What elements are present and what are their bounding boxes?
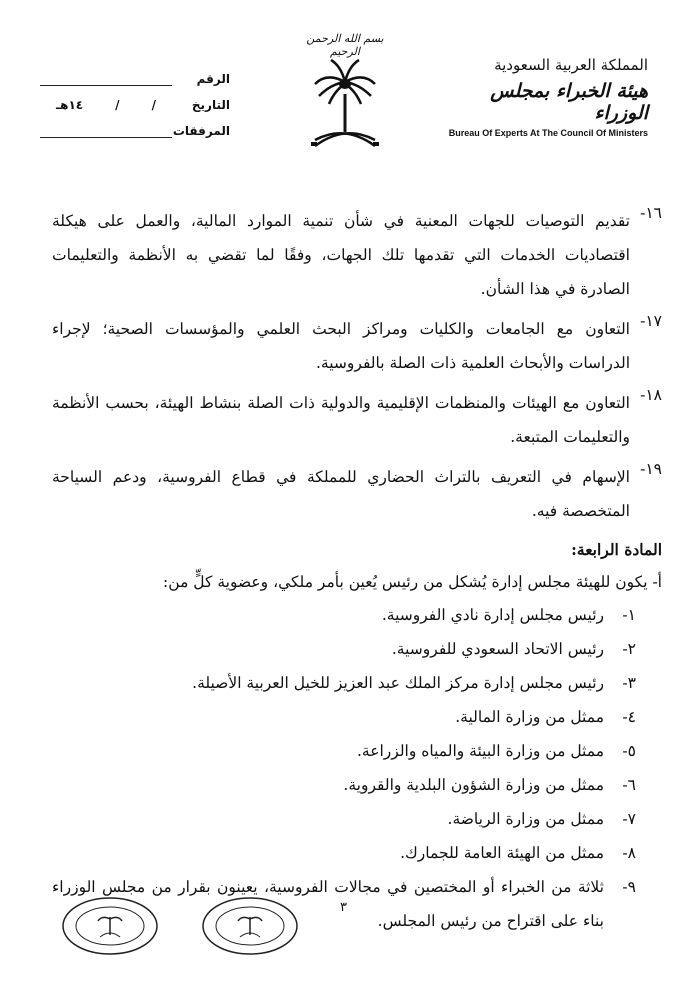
document-body	[52, 204, 662, 938]
item-text: التعاون مع الهيئات والمنظمات الإقليمية والدولية ذات الصلة بنشاط الهيئة، بحسب الأنظمة والتعليمات المتبعة.	[52, 394, 630, 446]
member-text: ممثل من وزارة المالية.	[455, 708, 604, 726]
member-number: ٨-	[622, 844, 636, 862]
member-number: ٧-	[622, 810, 636, 828]
member-item	[52, 700, 662, 734]
item-number: ١٨-	[640, 386, 662, 404]
member-item	[52, 598, 662, 632]
attachments-label: المرفقات	[172, 124, 230, 138]
member-text: ممثل من وزارة الشؤون البلدية والقروية.	[343, 776, 604, 794]
list-item	[52, 204, 662, 306]
member-text: رئيس مجلس إدارة مركز الملك عبد العزيز للخيل العربية الأصيلة.	[192, 674, 604, 692]
page-number: ٣	[340, 900, 347, 915]
list-item	[52, 460, 662, 528]
member-item	[52, 768, 662, 802]
attachments-field	[40, 124, 172, 138]
member-item	[52, 632, 662, 666]
member-number: ٦-	[622, 776, 636, 794]
member-text: ثلاثة من الخبراء أو المختصين في مجالات الفروسية، يعينون بقرار من مجلس الوزراء بناء على اقتراح من رئيس المجلس.	[52, 878, 604, 930]
kingdom-name: المملكة العربية السعودية	[494, 56, 648, 74]
ref-number-label: الرقم	[196, 72, 230, 86]
list-item	[52, 312, 662, 380]
organization-block	[448, 56, 648, 138]
list-item	[52, 386, 662, 454]
item-number: ١٩-	[640, 460, 662, 478]
member-item	[52, 666, 662, 700]
reference-number-row	[40, 60, 230, 86]
member-text: ممثل من الهيئة العامة للجمارك.	[400, 844, 604, 862]
official-stamp-1	[60, 895, 160, 957]
ref-number-field	[40, 72, 172, 86]
official-stamp-2	[200, 895, 300, 957]
date-year: ١٤هـ	[56, 98, 84, 112]
member-text: ممثل من وزارة الرياضة.	[447, 810, 604, 828]
attachments-row	[40, 112, 230, 138]
article-title: المادة الرابعة:	[571, 540, 662, 559]
member-number: ٩-	[622, 878, 636, 896]
date-row	[40, 86, 230, 112]
date-value	[40, 98, 178, 112]
item-number: ١٦-	[640, 204, 662, 222]
date-slash-1: /	[151, 98, 156, 112]
letterhead	[0, 0, 700, 170]
member-number: ٤-	[622, 708, 636, 726]
bureau-name-english: Bureau Of Experts At The Council Of Ministers	[448, 128, 648, 138]
member-item	[52, 734, 662, 768]
bureau-name-arabic: هيئة الخبراء بمجلس الوزراء	[490, 80, 648, 124]
item-text: تقديم التوصيات للجهات المعنية في شأن تنمية الموارد المالية، والعمل على هيكلة اقتصاديات الخدمات التي تقدمها تلك الجهات، وفقًا لما تقضي به الأنظمة والتعليمات الصادرة في هذا الشأن.	[52, 212, 630, 298]
palm-swords-icon	[305, 54, 385, 154]
date-slash-2: /	[115, 98, 120, 112]
member-number: ٣-	[622, 674, 636, 692]
member-number: ١-	[622, 606, 636, 624]
member-item	[52, 802, 662, 836]
reference-block	[40, 60, 230, 138]
member-item	[52, 836, 662, 870]
member-text: رئيس الاتحاد السعودي للفروسية.	[391, 640, 604, 658]
item-text: الإسهام في التعريف بالتراث الحضاري للمملكة في قطاع الفروسية، ودعم السياحة المتخصصة فيه.	[52, 468, 630, 520]
member-text: رئيس مجلس إدارة نادي الفروسية.	[381, 606, 604, 624]
basmala: بسم الله الرحمن الرحيم	[306, 32, 384, 58]
member-text: ممثل من وزارة البيئة والمياه والزراعة.	[356, 742, 604, 760]
national-emblem	[290, 32, 400, 157]
member-number: ٥-	[622, 742, 636, 760]
article-intro: أ- يكون للهيئة مجلس إدارة يُشكل من رئيس يُعين بأمر ملكي، وعضوية كلٍّ من:	[163, 573, 662, 591]
item-text: التعاون مع الجامعات والكليات ومراكز البحث العلمي والمؤسسات الصحية؛ لإجراء الدراسات والأبحاث العلمية ذات الصلة بالفروسية.	[52, 320, 630, 372]
member-number: ٢-	[622, 640, 636, 658]
date-label: التاريخ	[191, 98, 230, 112]
item-number: ١٧-	[640, 312, 662, 330]
